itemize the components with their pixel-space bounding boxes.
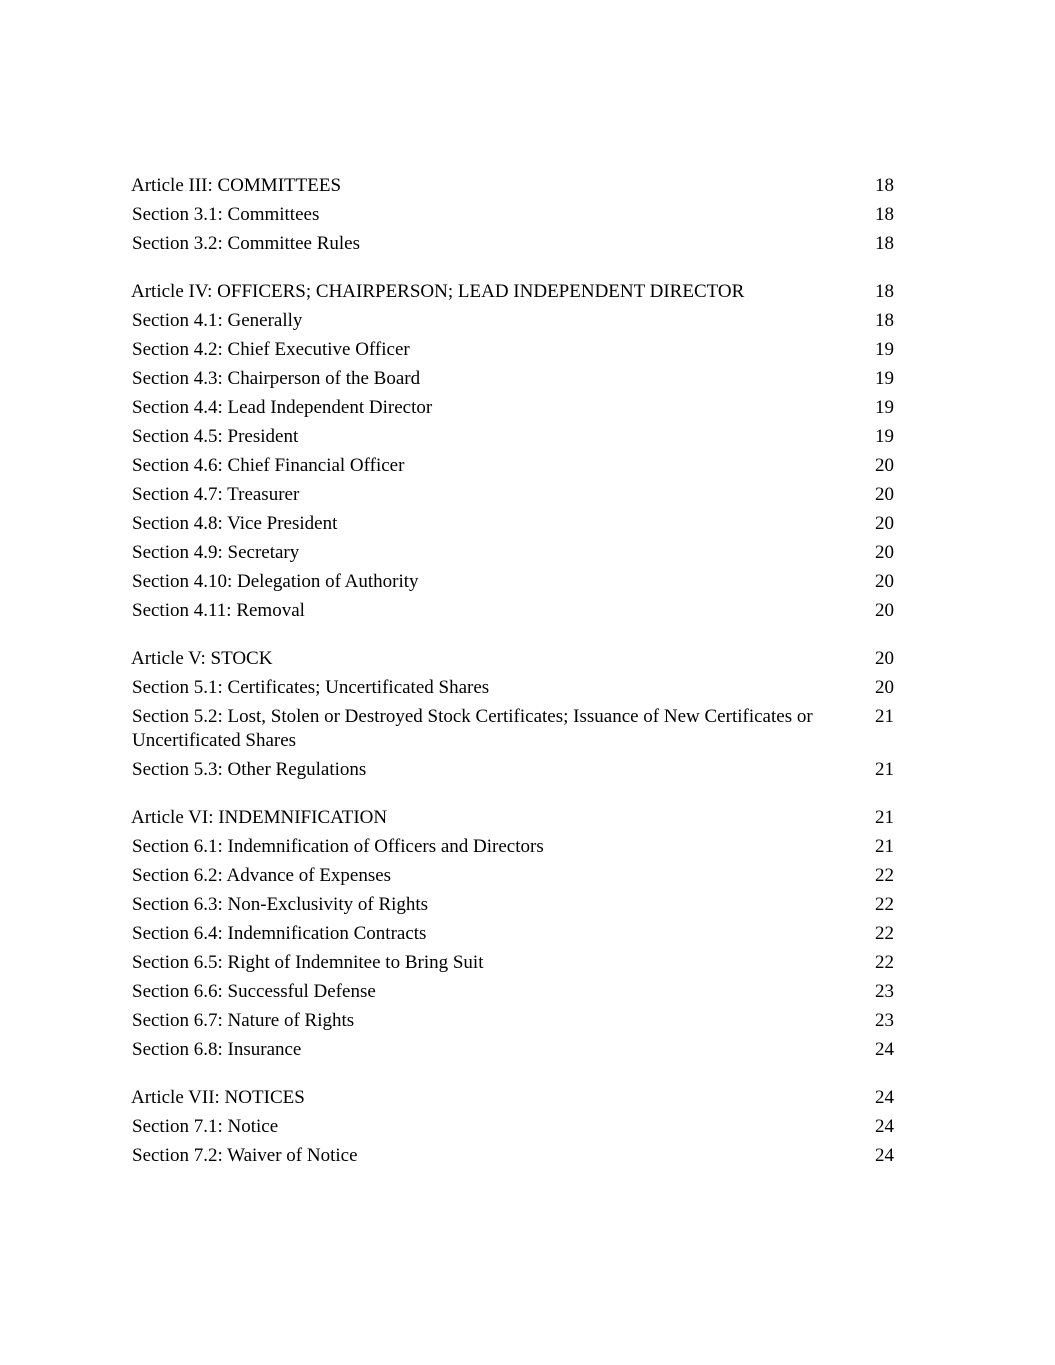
- toc-section-entry[interactable]: [131, 1115, 894, 1139]
- page-number: 20: [875, 484, 894, 505]
- page-number: 21: [875, 836, 894, 857]
- toc-section-entry[interactable]: [131, 1009, 894, 1033]
- toc-article-entry[interactable]: [131, 806, 894, 830]
- section-title: Section 4.11: Removal: [132, 600, 305, 621]
- section-title: Section 4.1: Generally: [132, 310, 303, 331]
- page-number: 20: [875, 455, 894, 476]
- section-title: Section 3.1: Committees: [132, 204, 320, 225]
- page-number: 19: [875, 426, 894, 447]
- toc-section-entry[interactable]: [131, 758, 894, 782]
- article-title: Article V: STOCK: [131, 648, 273, 669]
- page-number: 20: [875, 677, 894, 698]
- section-title: Section 4.7: Treasurer: [132, 484, 300, 505]
- toc-section-entry[interactable]: [131, 951, 894, 975]
- table-of-contents: [131, 174, 894, 1192]
- toc-section-entry[interactable]: [131, 512, 894, 536]
- page-number: 24: [875, 1116, 894, 1137]
- page-number: 19: [875, 368, 894, 389]
- toc-section-entry[interactable]: [131, 232, 894, 256]
- section-title: Section 6.6: Successful Defense: [132, 981, 376, 1002]
- article-title: Article IV: OFFICERS; CHAIRPERSON; LEAD INDEPENDENT DIRECTOR: [131, 281, 745, 302]
- article-title: Article VII: NOTICES: [131, 1087, 305, 1108]
- page-number: 19: [875, 397, 894, 418]
- section-title: Section 6.5: Right of Indemnitee to Bring Suit: [132, 952, 484, 973]
- page-number: 18: [875, 310, 894, 331]
- toc-section-entry[interactable]: [131, 893, 894, 917]
- toc-section-entry[interactable]: [131, 980, 894, 1004]
- article-title: Article VI: INDEMNIFICATION: [131, 807, 388, 828]
- section-title: Section 5.2: Lost, Stolen or Destroyed Stock Certificates; Issuance of New Certificates or Uncertificated Shares: [132, 706, 813, 751]
- section-title: Section 4.5: President: [132, 426, 299, 447]
- article-title: Article III: COMMITTEES: [131, 175, 342, 196]
- page-number: 24: [875, 1039, 894, 1060]
- section-title: Section 5.1: Certificates; Uncertificated Shares: [132, 677, 490, 698]
- section-title: Section 4.10: Delegation of Authority: [132, 571, 419, 592]
- page-number: 18: [875, 204, 894, 225]
- page-number: 24: [875, 1145, 894, 1166]
- toc-article-entry[interactable]: [131, 174, 894, 198]
- section-title: Section 5.3: Other Regulations: [132, 759, 367, 780]
- section-title: Section 4.3: Chairperson of the Board: [132, 368, 421, 389]
- toc-section-entry[interactable]: [131, 203, 894, 227]
- toc-section-entry[interactable]: [131, 570, 894, 594]
- toc-article-entry[interactable]: [131, 280, 894, 304]
- toc-article-group: [131, 280, 894, 623]
- page-number: 22: [875, 952, 894, 973]
- page-number: 20: [875, 571, 894, 592]
- page-number: 22: [875, 894, 894, 915]
- section-title: Section 6.2: Advance of Expenses: [132, 865, 392, 886]
- page-number: 20: [875, 648, 894, 669]
- page-number: 23: [875, 1010, 894, 1031]
- toc-section-entry[interactable]: [131, 1144, 894, 1168]
- toc-section-entry[interactable]: [131, 541, 894, 565]
- toc-section-entry[interactable]: [131, 835, 894, 859]
- page-number: 20: [875, 513, 894, 534]
- toc-section-entry[interactable]: [131, 454, 894, 478]
- toc-section-entry[interactable]: [131, 367, 894, 391]
- page-number: 19: [875, 339, 894, 360]
- toc-section-entry[interactable]: [131, 338, 894, 362]
- toc-article-group: [131, 174, 894, 256]
- toc-section-entry[interactable]: [131, 864, 894, 888]
- toc-article-group: [131, 806, 894, 1062]
- toc-section-entry[interactable]: [131, 483, 894, 507]
- toc-section-entry[interactable]: [131, 676, 894, 700]
- toc-article-group: [131, 647, 894, 782]
- section-title: Section 6.1: Indemnification of Officers and Directors: [132, 836, 544, 857]
- section-title: Section 6.4: Indemnification Contracts: [132, 923, 427, 944]
- section-title: Section 4.2: Chief Executive Officer: [132, 339, 410, 360]
- page-number: 20: [875, 600, 894, 621]
- page-number: 22: [875, 865, 894, 886]
- page-number: 21: [875, 706, 894, 727]
- page-number: 18: [875, 281, 894, 302]
- toc-section-entry[interactable]: [131, 1038, 894, 1062]
- toc-section-entry[interactable]: [131, 396, 894, 420]
- section-title: Section 6.8: Insurance: [132, 1039, 302, 1060]
- page-number: 21: [875, 807, 894, 828]
- section-title: Section 4.9: Secretary: [132, 542, 300, 563]
- toc-article-entry[interactable]: [131, 647, 894, 671]
- toc-section-entry[interactable]: [131, 309, 894, 333]
- page-number: 21: [875, 759, 894, 780]
- section-title: Section 4.6: Chief Financial Officer: [132, 455, 405, 476]
- toc-section-entry[interactable]: [131, 599, 894, 623]
- section-title: Section 3.2: Committee Rules: [132, 233, 360, 254]
- page-number: 18: [875, 175, 894, 196]
- page-number: 24: [875, 1087, 894, 1108]
- section-title: Section 7.1: Notice: [132, 1116, 279, 1137]
- toc-section-entry[interactable]: [131, 705, 894, 753]
- section-title: Section 6.3: Non-Exclusivity of Rights: [132, 894, 429, 915]
- toc-section-entry[interactable]: [131, 425, 894, 449]
- toc-article-entry[interactable]: [131, 1086, 894, 1110]
- page-number: 22: [875, 923, 894, 944]
- section-title: Section 7.2: Waiver of Notice: [132, 1145, 358, 1166]
- section-title: Section 4.8: Vice President: [132, 513, 338, 534]
- toc-article-group: [131, 1086, 894, 1168]
- page-number: 23: [875, 981, 894, 1002]
- page-number: 20: [875, 542, 894, 563]
- section-title: Section 6.7: Nature of Rights: [132, 1010, 355, 1031]
- page-number: 18: [875, 233, 894, 254]
- toc-section-entry[interactable]: [131, 922, 894, 946]
- section-title: Section 4.4: Lead Independent Director: [132, 397, 433, 418]
